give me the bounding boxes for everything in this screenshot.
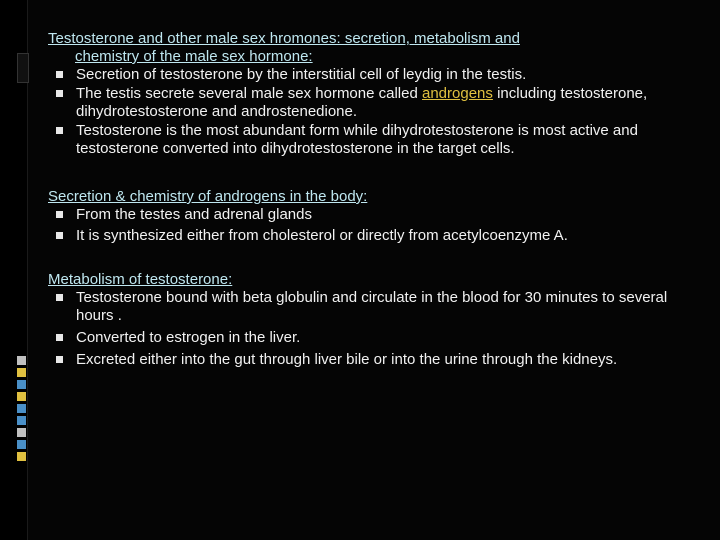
section3-list (48, 289, 708, 369)
section2-list (48, 206, 708, 245)
section3-heading: Metabolism of testosterone: (48, 271, 233, 288)
decorative-square (17, 416, 26, 425)
list-item (48, 85, 708, 121)
list-item (48, 227, 708, 245)
list-item (48, 329, 708, 347)
section1-heading (48, 30, 708, 66)
square-bullet-icon (56, 356, 63, 363)
decorative-square (17, 392, 26, 401)
list-item (48, 351, 708, 369)
list-item (48, 206, 708, 224)
list-item (48, 66, 708, 84)
square-bullet-icon (56, 232, 63, 239)
list-item-text: Testosterone bound with beta globulin and circulate in the blood for 30 minutes to several hours . (76, 289, 668, 324)
list-item-text: It is synthesized either from cholesterol or directly from acetylcoenzyme A. (76, 227, 568, 244)
decorative-square (17, 404, 26, 413)
list-item-text: From the testes and adrenal glands (76, 206, 312, 223)
decorative-square (17, 356, 26, 365)
list-item-text: Secretion of testosterone by the interstitial cell of leydig in the testis. (76, 66, 527, 83)
section1-heading-line2: chemistry of the male sex hormone: (75, 48, 313, 65)
list-item-text: Excreted either into the gut through liver bile or into the urine through the kidneys. (76, 351, 618, 368)
decorative-square (17, 428, 26, 437)
section2-heading: Secretion & chemistry of androgens in the body: (48, 188, 368, 205)
decorative-square (17, 452, 26, 461)
square-bullet-icon (56, 211, 63, 218)
square-bullet-icon (56, 71, 63, 78)
decorative-square (17, 380, 26, 389)
list-item (48, 122, 708, 158)
square-bullet-icon (56, 294, 63, 301)
list-item (48, 289, 708, 325)
list-item-text: Converted to estrogen in the liver. (76, 329, 301, 346)
section1-list (48, 66, 708, 158)
list-item-text: The testis secrete several male sex hormone called (76, 85, 422, 102)
square-bullet-icon (56, 90, 63, 97)
androgens-link[interactable]: androgens (422, 85, 493, 102)
section1-heading-line1: Testosterone and other male sex hromones: secretion, metabolism and (48, 30, 520, 47)
decorative-square (17, 440, 26, 449)
list-item-text: Testosterone is the most abundant form while dihydrotestosterone is most active and testosterone converted into dihydrotestosterone in the target cells. (76, 122, 638, 157)
slide-content (48, 30, 708, 373)
square-bullet-icon (56, 334, 63, 341)
list-item-text: including testosterone, dihydrotestosterone and androstenedione. (76, 85, 648, 120)
decorative-block (17, 53, 29, 83)
decorative-square (17, 368, 26, 377)
square-bullet-icon (56, 127, 63, 134)
